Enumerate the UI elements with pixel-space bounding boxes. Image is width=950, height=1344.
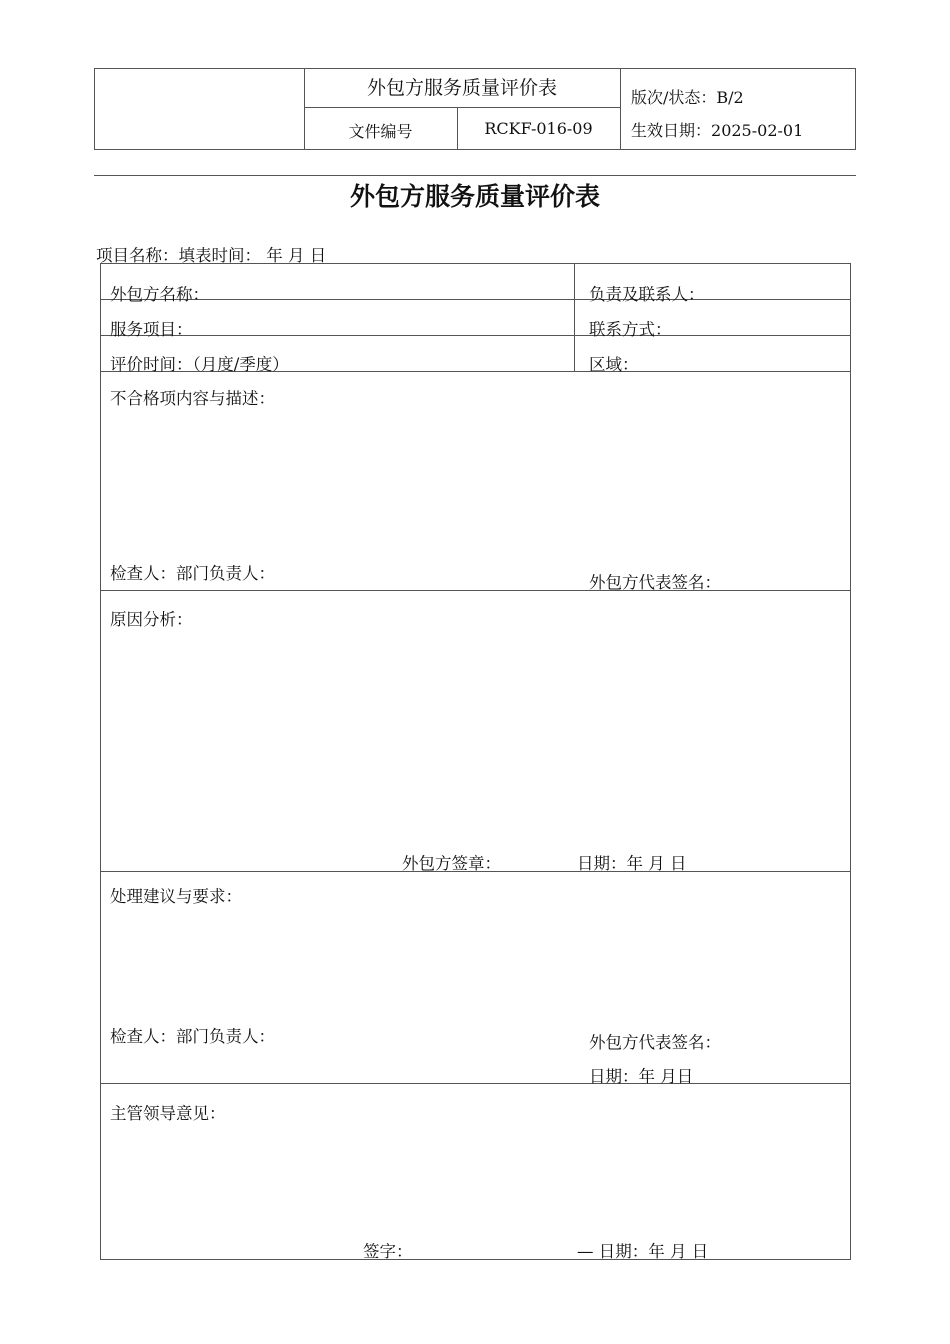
supplier-name-label[interactable]: 外包方名称： <box>110 285 209 304</box>
header-version-label: 版次/状态： <box>631 88 717 107</box>
header-doc-title: 外包方服务质量评价表 <box>366 77 557 99</box>
header-effective-date <box>631 118 803 141</box>
row-divider-1 <box>101 299 850 300</box>
header-divider-row <box>304 107 620 108</box>
suggestion-date[interactable]: 日期：年 月日 <box>589 1067 694 1086</box>
service-item-label[interactable]: 服务项目： <box>110 320 193 339</box>
contact-method-label[interactable]: 联系方式： <box>589 320 672 339</box>
cause-analysis-title[interactable]: 原因分析： <box>110 610 193 629</box>
suggestion-rep-sign[interactable]: 外包方代表签名： <box>589 1033 721 1052</box>
leader-date[interactable]: — 日期：年 月 日 <box>577 1242 709 1261</box>
col-divider <box>574 264 575 371</box>
header-effective-value: 2025-02-01 <box>711 121 804 140</box>
row-divider-6 <box>101 1083 850 1084</box>
responsible-contact-label[interactable]: 负责及联系人： <box>589 285 705 304</box>
header-file-no-value: RCKF-016-09 <box>484 119 593 138</box>
cause-date[interactable]: 日期：年 月 日 <box>577 854 687 873</box>
suggestion-inspector[interactable]: 检查人：部门负责人： <box>110 1027 275 1046</box>
leader-opinion-title[interactable]: 主管领导意见： <box>110 1104 226 1123</box>
evaluation-form <box>100 263 851 1260</box>
header-version-value: B/2 <box>716 88 744 107</box>
nonconformity-inspector[interactable]: 检查人：部门负责人： <box>110 564 275 583</box>
region-label[interactable]: 区域： <box>589 355 639 374</box>
page-title: 外包方服务质量评价表 <box>349 182 600 211</box>
header-separator <box>94 175 856 176</box>
cause-supplier-stamp[interactable]: 外包方签章： <box>402 854 501 873</box>
project-meta-line: 项目名称：填表时间： 年 月 日 <box>96 246 327 265</box>
header-effective-label: 生效日期： <box>631 121 712 140</box>
header-divider-info <box>620 69 621 149</box>
leader-sign[interactable]: 签字： <box>363 1242 413 1261</box>
header-table <box>94 68 856 150</box>
header-file-no-label: 文件编号 <box>348 122 413 141</box>
nonconformity-rep-sign[interactable]: 外包方代表签名： <box>589 573 721 592</box>
evaluation-time-label[interactable]: 评价时间：（月度/季度） <box>110 355 289 374</box>
header-version <box>631 85 744 108</box>
row-divider-4 <box>101 590 850 591</box>
nonconformity-title[interactable]: 不合格项内容与描述： <box>110 389 275 408</box>
row-divider-2 <box>101 335 850 336</box>
suggestion-title[interactable]: 处理建议与要求： <box>110 887 242 906</box>
